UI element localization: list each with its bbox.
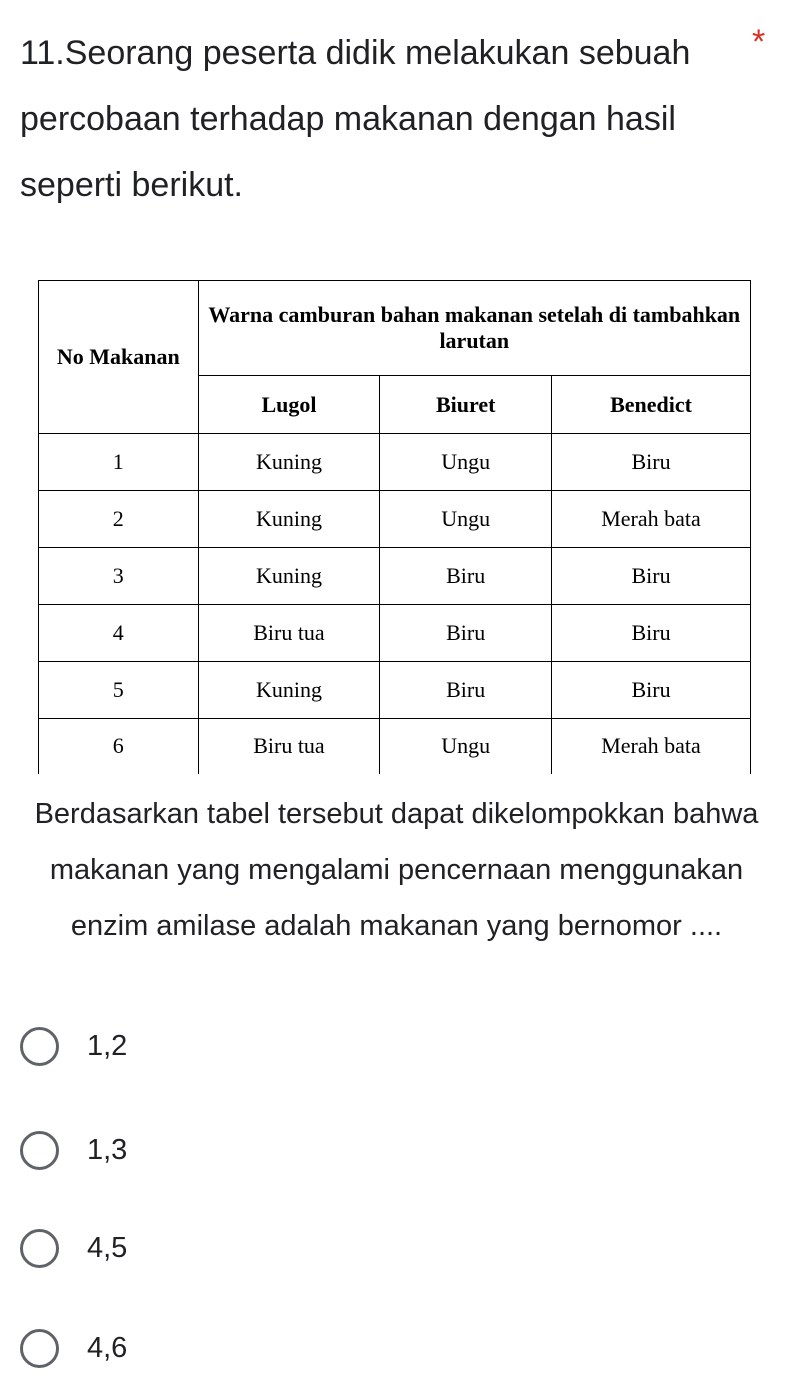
cell-no: 1 xyxy=(39,434,199,491)
question-stem: Berdasarkan tabel tersebut dapat dikelompokkan bahwa makanan yang mengalami pencernaan menggunakan enzim amilase adalah makanan yang bernomor .... xyxy=(34,798,759,942)
table-row xyxy=(39,490,751,547)
table-row xyxy=(39,434,751,491)
option-4-6[interactable] xyxy=(20,1318,420,1378)
cell-benedict: Biru xyxy=(552,434,751,491)
cell-lugol: Biru tua xyxy=(198,604,380,661)
required-marker: * xyxy=(752,23,766,61)
question-text: 11.Seorang peserta didik melakukan sebuah percobaan terhadap makanan dengan hasil seperti berikut. xyxy=(20,34,691,204)
cell-benedict: Merah bata xyxy=(552,718,751,774)
table-row xyxy=(39,547,751,604)
cell-benedict: Biru xyxy=(552,604,751,661)
cell-no: 6 xyxy=(39,718,199,774)
results-table xyxy=(38,280,751,774)
cell-biuret: Ungu xyxy=(380,718,552,774)
radio-button-icon[interactable] xyxy=(20,1329,59,1368)
cell-lugol: Kuning xyxy=(198,490,380,547)
radio-button-icon[interactable] xyxy=(20,1229,59,1268)
option-label: 4,5 xyxy=(87,1231,128,1264)
cell-benedict: Biru xyxy=(552,661,751,718)
cell-lugol: Kuning xyxy=(198,434,380,491)
option-label: 1,3 xyxy=(87,1133,128,1166)
option-4-5[interactable] xyxy=(20,1218,420,1278)
cell-benedict: Merah bata xyxy=(552,490,751,547)
header-biuret: Biuret xyxy=(380,376,552,434)
cell-no: 5 xyxy=(39,661,199,718)
cell-biuret: Biru xyxy=(380,604,552,661)
option-label: 4,6 xyxy=(87,1331,128,1364)
radio-button-icon[interactable] xyxy=(20,1027,59,1066)
cell-biuret: Biru xyxy=(380,661,552,718)
header-no-makanan: No Makanan xyxy=(39,281,199,434)
cell-no: 4 xyxy=(39,604,199,661)
table-row xyxy=(39,604,751,661)
option-1-3[interactable] xyxy=(20,1120,420,1180)
option-1-2[interactable] xyxy=(20,1016,420,1076)
cell-biuret: Ungu xyxy=(380,490,552,547)
header-group: Warna camburan bahan makanan setelah di tambahkan larutan xyxy=(198,281,750,376)
cell-no: 2 xyxy=(39,490,199,547)
cell-no: 3 xyxy=(39,547,199,604)
cell-lugol: Biru tua xyxy=(198,718,380,774)
header-benedict: Benedict xyxy=(552,376,751,434)
radio-button-icon[interactable] xyxy=(20,1131,59,1170)
results-table-image xyxy=(38,280,755,776)
table-row xyxy=(39,661,751,718)
cell-biuret: Ungu xyxy=(380,434,552,491)
header-lugol: Lugol xyxy=(198,376,380,434)
cell-lugol: Kuning xyxy=(198,547,380,604)
cell-biuret: Biru xyxy=(380,547,552,604)
table-row xyxy=(39,718,751,774)
option-label: 1,2 xyxy=(87,1029,128,1062)
cell-lugol: Kuning xyxy=(198,661,380,718)
cell-benedict: Biru xyxy=(552,547,751,604)
